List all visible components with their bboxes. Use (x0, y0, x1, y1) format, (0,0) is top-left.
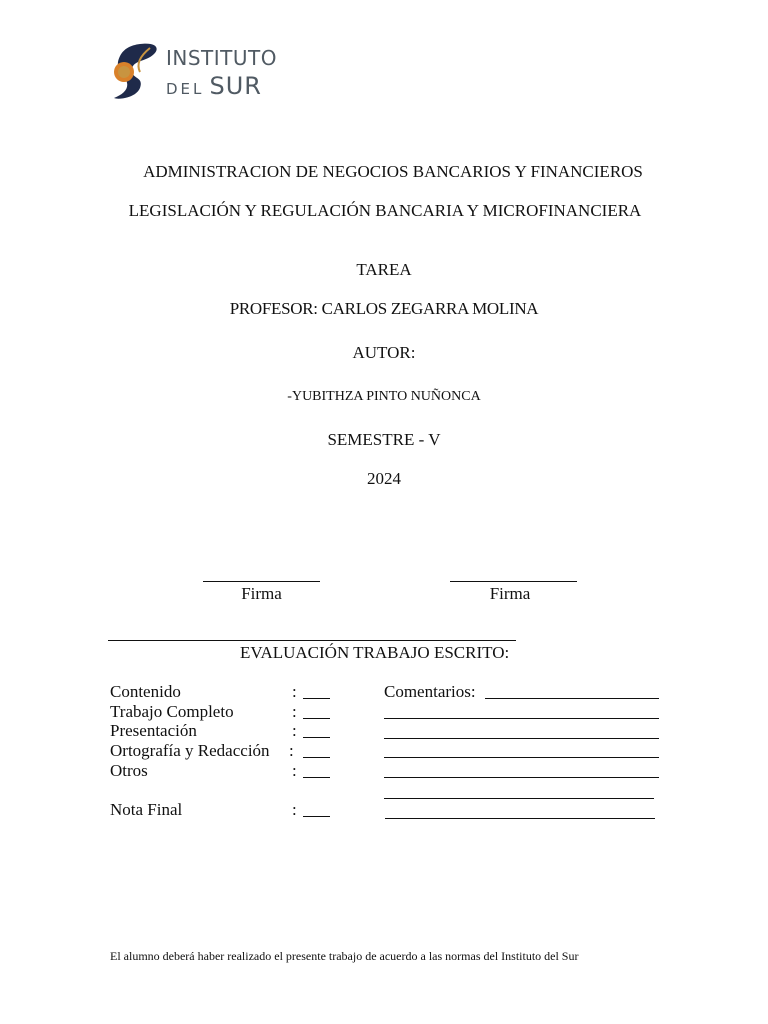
evaluation-title: EVALUACIÓN TRABAJO ESCRITO: (240, 643, 510, 662)
eval-label: Ortografía y Redacción (110, 741, 270, 760)
eval-score-blank (303, 757, 330, 758)
professor-name: PROFESOR: CARLOS ZEGARRA MOLINA (229, 299, 539, 318)
signature-label-left: Firma (241, 584, 282, 603)
eval-score-blank (303, 718, 330, 719)
signature-line-right (450, 581, 577, 582)
eval-label: Otros (110, 761, 148, 780)
eval-colon: : (292, 702, 297, 721)
footer-note: El alumno deberá haber realizado el presente trabajo de acuerdo a las normas del Instituto del Sur (110, 949, 579, 963)
signature-line-left (203, 581, 320, 582)
evaluation-separator (108, 640, 516, 641)
year: 2024 (367, 469, 401, 488)
eval-label: Trabajo Completo (110, 702, 234, 721)
eval-score-blank (303, 777, 330, 778)
comment-line (384, 718, 659, 719)
logo-text-del: DEL (166, 80, 205, 98)
comments-label: Comentarios: (384, 682, 476, 701)
eval-label: Contenido (110, 682, 181, 701)
comment-line (384, 777, 659, 778)
program-title: ADMINISTRACION DE NEGOCIOS BANCARIOS Y FINANCIEROS (143, 162, 643, 181)
eval-colon: : (292, 761, 297, 780)
course-title: LEGISLACIÓN Y REGULACIÓN BANCARIA Y MICROFINANCIERA (128, 201, 642, 220)
author-label: AUTOR: (352, 343, 416, 362)
logo-text-sur: SUR (209, 72, 262, 100)
comment-line (385, 818, 655, 819)
author-name: -YUBITHZA PINTO NUÑONCA (287, 389, 481, 404)
comment-line (384, 757, 659, 758)
eval-colon: : (292, 721, 297, 740)
document-type: TAREA (356, 260, 412, 279)
signature-label-right: Firma (489, 584, 531, 603)
comment-line (485, 698, 659, 699)
eval-score-blank (303, 816, 330, 817)
eval-label: Nota Final (110, 800, 183, 819)
logo-emblem-icon (110, 42, 162, 100)
eval-colon: : (289, 741, 294, 760)
eval-label: Presentación (110, 721, 197, 740)
eval-score-blank (303, 737, 330, 738)
eval-colon: : (292, 800, 297, 819)
eval-colon: : (292, 682, 297, 701)
comment-line (384, 798, 654, 799)
institute-logo (110, 42, 280, 102)
logo-text-instituto: INSTITUTO (166, 46, 277, 70)
eval-score-blank (303, 698, 330, 699)
semester: SEMESTRE - V (327, 430, 441, 449)
comment-line (384, 738, 659, 739)
logo-text-del-sur (166, 72, 262, 100)
